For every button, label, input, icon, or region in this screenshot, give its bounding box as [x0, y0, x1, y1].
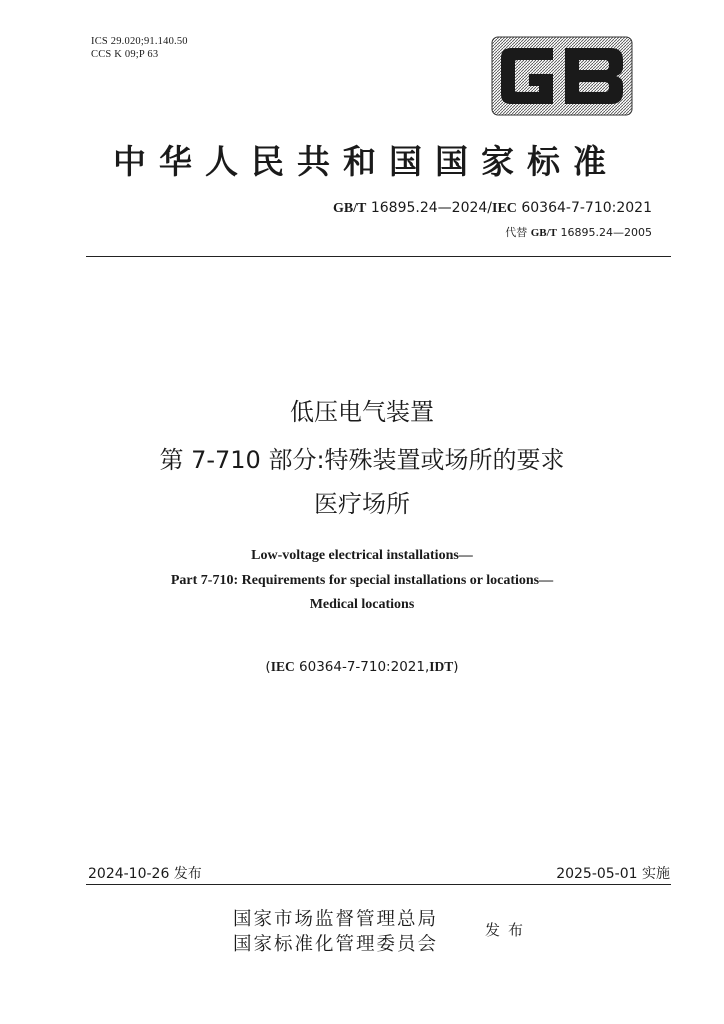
- ccs-code: CCS K 09;P 63: [91, 49, 159, 60]
- issuer-samr: 国家市场监督管理总局: [233, 909, 439, 930]
- iec-number: 60364-7-710:2021: [516, 200, 652, 216]
- paren-close: ): [453, 659, 459, 675]
- paren-open: (: [265, 659, 271, 675]
- issuing-authorities: [233, 907, 438, 957]
- header-divider: [86, 256, 671, 257]
- classification-codes: [91, 35, 188, 61]
- equivalence-number: 60364-7-710:2021,: [294, 659, 430, 675]
- issuer-sac: 国家标准化管理委员会: [233, 934, 439, 955]
- title-zh-line2: 第 7-710 部分:特殊装置或场所的要求: [159, 446, 565, 474]
- footer-divider: [86, 884, 671, 885]
- equivalence-note: [0, 659, 724, 675]
- issue-action: 发布: [485, 921, 532, 939]
- standard-type-heading: 中华人民共和国国家标准: [113, 142, 619, 181]
- gb-standard-logo: [491, 36, 633, 116]
- replaces-label: 代替: [505, 226, 531, 239]
- standard-prefix: GB/T: [332, 201, 367, 216]
- replaces-note: [505, 224, 652, 240]
- replaces-number: 16895.24—2005: [557, 226, 652, 239]
- title-en-line1: Low-voltage electrical installations—: [251, 548, 473, 563]
- title-zh-line3: 医疗场所: [314, 490, 410, 518]
- standard-number: [333, 200, 652, 217]
- effective-date: 2025-05-01 实施: [556, 866, 670, 882]
- title-en-line2: Part 7-710: Requirements for special installations or locations—: [170, 573, 554, 588]
- title-zh-line1: 低压电气装置: [290, 398, 434, 426]
- publication-date: 2024-10-26 发布: [88, 866, 202, 882]
- equivalence-degree: IDT: [429, 659, 454, 674]
- equivalence-iec: IEC: [270, 659, 295, 674]
- ics-code: ICS 29.020;91.140.50: [91, 36, 188, 47]
- standard-number-rest: 16895.24—2024/: [366, 200, 493, 216]
- title-en-line3: Medical locations: [309, 597, 415, 612]
- replaces-prefix: GB/T: [530, 227, 558, 239]
- iec-prefix: IEC: [492, 201, 517, 216]
